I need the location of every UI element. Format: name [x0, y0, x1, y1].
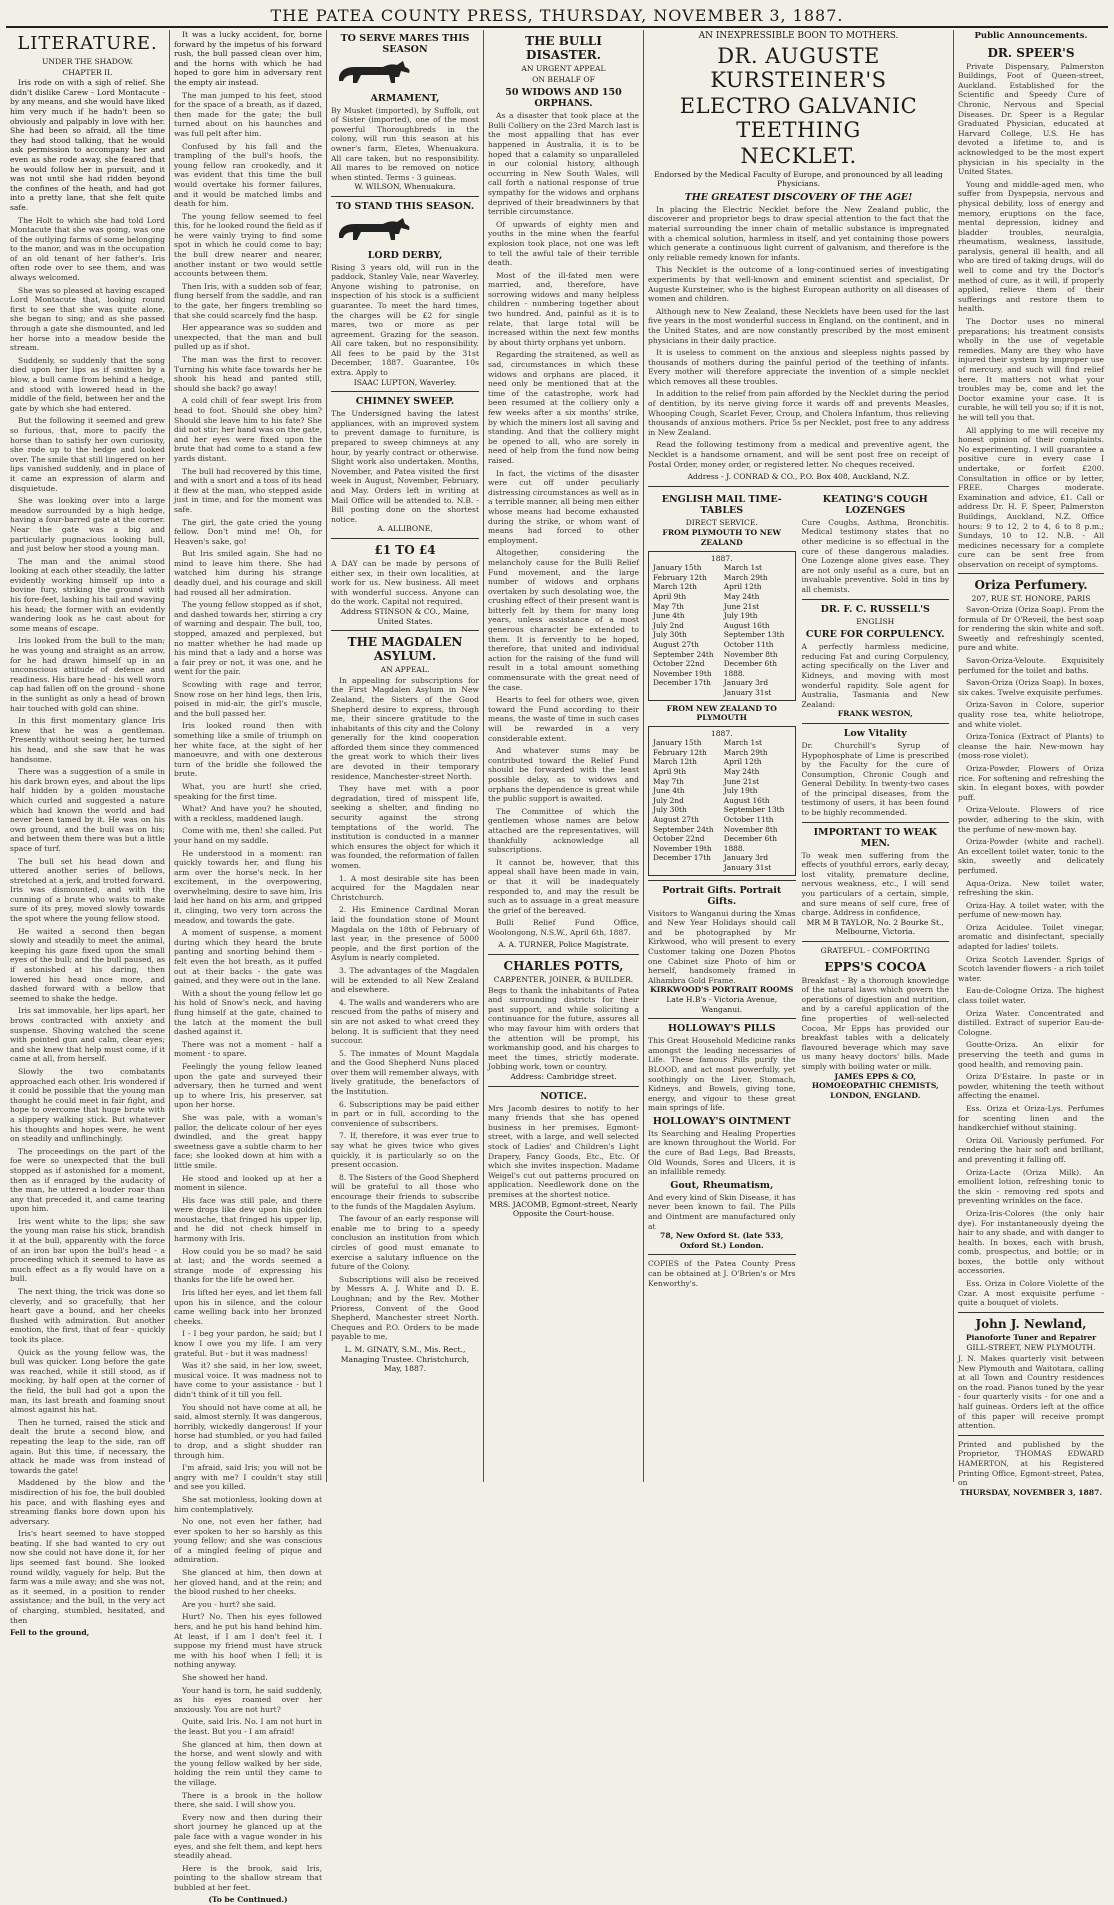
- mail-dates-left: [651, 563, 722, 697]
- mail-sub: DIRECT SERVICE.: [685, 517, 758, 527]
- mail-date: July 30th: [653, 805, 687, 815]
- mail-dates-right: [722, 563, 793, 697]
- divider: [648, 880, 796, 881]
- mail-date: February 12th: [653, 747, 707, 757]
- gout-heading: Gout, Rheumatism,: [670, 1179, 774, 1191]
- mail-date: August 16th: [723, 795, 770, 805]
- column-story-continued: [170, 30, 327, 1905]
- bulli-heading: THE BULLI DISASTER.: [525, 34, 602, 62]
- top-rule: [6, 26, 1108, 28]
- mail-date: September 13th: [723, 630, 785, 640]
- portrait-heading: Portrait Gifts. Portrait Gifts.: [662, 884, 782, 907]
- mail-date: March 1st: [723, 738, 762, 748]
- mail-date: 1888.: [723, 843, 745, 853]
- mail-date: October 22nd: [653, 834, 705, 844]
- mail-date: March 1st: [723, 563, 762, 573]
- lower-left: [648, 491, 796, 1288]
- holloway-address: 78, New Oxford St. (late 533, Oxford St.) London.: [660, 1231, 784, 1250]
- keating-body: Cure Coughs, Asthma, Bronchitis. Medical testimony states that no other medicine is so effectual in the cure of these dangerous maladies. One Lozenge alone gives ease. They are not only useful as a cure, but an invaluable preventive. Sold in tins by all chemists.: [801, 517, 949, 594]
- mail-date: April 12th: [723, 582, 762, 592]
- potts-heading: CHARLES POTTS,: [503, 959, 624, 974]
- divider: [488, 1086, 639, 1087]
- portrait-address: Late H.B's - Victoria Avenue, Wanganui.: [666, 994, 778, 1014]
- magdalen-body: In appealing for subscriptions for the First Magdalen Asylum in New Zealand, the Sisters of the Good Shepherd desire to express, through me, their sincere gratitude to the inhabitants of this city and the Colony generally for the kind cooperation afforded them since they commenced the great work to which their lives are devoted in their temporary residence, Manchester-street North. They have met with a poor degradation, tired of misspent life, seeking a shelter, and finding no security against the strong temptations of the world. The institution is conducted in a manner which ensures the object for which it was founded, the reformation of fallen women. 1. A most desirable site has been acquired for the Magdalen near Christchurch. 2. His Eminence Cardinal Moran laid the foundation stone of Mount Magdala on the 18th of February of last year, in the presence of 5000 people, and the first portion of the Asylum is nearly completed. 3. The advantages of the Magdalen will be extended to all New Zealand and elsewhere. 4. The walls and wanderers who are rescued from the paths of misery and sin are not asked to what creed they belong. It is sufficient that they need succour. 5. The inmates of Mount Magdala and the Good Shepherd Nuns placed over them will remember always, with lively gratitude, the benefactors of the Institution. 6. Subscriptions may be paid either in part or in full, according to the convenience of subscribers. 7. If, therefore, it was ever true to say what he gives twice who gives quickly, it is particularly so on the present occasion. 8. The Sisters of the Good Shepherd will be grateful to all those who encourage their friends to subscribe to the funds of the Magdalen Asylum. The favour of an early response will enable me to bring to a speedy conclusion an institution from which circles of good must emanate to exercise a salutary influence on the future of the Colony. Subscriptions will also be received by Messrs A. J. White and D. E. Loughnan; and by the Rev. Mother Prioress, Convent of the Good Shepherd, Manchester street North. Cheques and P.O. Orders to be made payable to me,: [331, 675, 479, 1342]
- bulli-sub2: ON BEHALF OF: [532, 74, 595, 84]
- necklet-endorsement: Endorsed by the Medical Faculty of Europe, and pronounced by all leading Physicians.: [654, 169, 943, 189]
- holloway-pills-body: This Great Household Medicine ranks amongst the leading necessaries of Life. These famous Pills purify the BLOOD, and act most powerfully, yet soothingly on the Liver, Stomach, Kidneys, and Bowels, giving tone, energy, and vigour to these great main springs of life.: [648, 1036, 796, 1113]
- column-public-announcements: [954, 30, 1108, 1497]
- holloway-ointment-heading: HOLLOWAY'S OINTMENT: [652, 1115, 791, 1127]
- mail-date: May 24th: [723, 767, 760, 777]
- masthead: THE PATEA COUNTY PRESS, THURSDAY, NOVEMBER 3, 1887.: [270, 6, 844, 25]
- story-title: UNDER THE SHADOW.: [42, 57, 133, 66]
- mail-date: 1888.: [723, 668, 745, 678]
- mail-table-2: [648, 726, 796, 876]
- mail-date: June 21st: [723, 601, 760, 611]
- bulli-sub1: AN URGENT APPEAL: [521, 64, 606, 73]
- potts-sub: CARPENTER, JOINER, & BUILDER.: [493, 975, 634, 985]
- weak-men-heading: IMPORTANT TO WEAK MEN.: [813, 826, 937, 849]
- mail-date: July 30th: [653, 630, 687, 640]
- armament-ad-heading: TO SERVE MARES THIS SEASON: [340, 33, 470, 55]
- mail-date: April 9th: [653, 591, 687, 601]
- imprint: Printed and published by the Proprietor, THOMAS EDWARD HAMERTON, at his Registered Printing Office, Egmont-street, Patea, on: [958, 1439, 1104, 1488]
- portrait-studio: KIRKWOOD'S PORTRAIT ROOMS: [650, 985, 794, 995]
- mail-date: July 2nd: [653, 620, 684, 630]
- chimney-sweep-heading: CHIMNEY SWEEP.: [355, 396, 455, 408]
- mail-dates-table-2: [651, 738, 793, 872]
- mail-date: August 27th: [653, 815, 699, 825]
- mail-date: January 15th: [653, 738, 702, 748]
- chapter-label: CHAPTER II.: [62, 67, 113, 77]
- necklet-kicker: AN INEXPRESSIBLE BOON TO MOTHERS.: [698, 31, 899, 41]
- copies-notice: COPIES of the Patea County Press can be obtained at J. O'Brien's or Mrs Kenworthy's.: [648, 1259, 796, 1288]
- chimney-sweep-body: The Undersigned having the latest appliances, with an improved system to prevent damage to furniture, is prepared to sweep chimneys at any hour, by yearly contract or otherwise. Slight work also undertaken. Months, November, and Patea visited the first week in August, November, February, and May. Orders left in writing at Mail Office will be attended to. N.B. - Bill posting done on the shortest notice.: [331, 409, 479, 524]
- work-ad-price: £1 TO £4: [374, 542, 436, 557]
- divider: [802, 941, 950, 942]
- divider: [802, 723, 950, 724]
- low-vitality-heading: Low Vitality: [843, 727, 907, 739]
- newland-heading: John J. Newland,: [975, 1316, 1087, 1331]
- mail-date: January 3rd: [723, 853, 769, 863]
- mail-heading: ENGLISH MAIL TIME-TABLES: [661, 493, 782, 516]
- mail-date: March 29th: [723, 572, 768, 582]
- mail-date: October 11th: [723, 639, 774, 649]
- chimney-sweep-signature: A. ALLIBONE,: [377, 524, 433, 534]
- mail-year-2: 1887.: [710, 728, 733, 738]
- divider: [331, 538, 479, 539]
- mail-date: July 19th: [723, 786, 758, 796]
- bulli-body: As a disaster that took place at the Bulli Colliery on the 23rd March last is the most appalling that has ever happened in Australia, it is to be hoped that a calamity so unparalleled in our colonial history, although occurring in New South Wales, will call forth a national response of true sympathy for the widows and orphans deprived of their breadwinners by that terrible circumstance. Of upwards of eighty men and youths in the mine when the fearful explosion took place, not one was left to tell the awful tale of their terrible death. Most of the ill-fated men were married, and, therefore, have sorrowing widows and many helpless children - numbering together about two hundred. And, painful as it is to relate, that large total will be increased within the next few months by about thirty orphans yet unborn. Regarding the straitened, as well as sad, circumstances in which these widows and orphans are placed, it need only be mentioned that at the time of the catastrophe, work had been resumed at the colliery only a few weeks after a six months' strike, by which the miners lost all saving and standing. And that the colliery might be opened to all, who are sorely in need of help from the fund now being raised. In fact, the victims of the disaster were cut off under peculiarly distressing circumstances as well as in a terrible manner, all being men either whose means had become exhausted during the strike, or whom want of means had forced to other employment. Altogether, considering the melancholy cause for the Bulli Relief Fund movement, and the large number of widows and orphans overtaken by such desolating woe, the crushing effect of their present want is bitterly felt by them for many long years, unless assistance of a most generous character be extended to them. It is fervently to be hoped, therefore, that united and individual action for the raising of the fund will result in a total amount something commensurate with the great need of the case. Hearts to feel for others woe, given toward the Fund according to their means, the waste of time in such cases will be rewarded in a very considerable extent. And whatever sums may be contributed toward the Relief Fund should be forwarded with the least possible delay, as to widows and orphans the dependence is great while the public support is awaited. The Committee of which the gentlemen whose names are below attached are the representatives, will thankfully acknowledge all subscriptions. It cannot be, however, that this appeal shall have been made in vain, or that it will be inadequately responded to, and may the result be such as to assuage in a great measure the grief of the bereaved. Bulli Relief Fund Office, Woolongong, N.S.W., April 6th, 1887.: [488, 111, 639, 937]
- mail-date: December 6th: [723, 834, 777, 844]
- armament-horse-name: ARMAMENT,: [370, 92, 440, 104]
- speer-heading: DR. SPEER'S: [987, 45, 1075, 60]
- mail-date: March 29th: [723, 747, 768, 757]
- necklet-body: In placing the Electric Necklet before the New Zealand public, the discoverer and proprietor begs to draw special attention to the fact that the material surrounding the inner chain of metallic substance is impregnated with a chemical solution, harmless in itself, and yet containing those powers which generate a continuous light current of galvanism, and therefore is the only reliable remedy known for infants. This Necklet is the outcome of a long-continued series of investigating experiments by that well-known and eminent scientist and specialist, Dr Auguste Kursteiner, who is the highest European authority on all diseases of women and children. Although new to New Zealand, these Necklets have been used for the last five years in the most wonderful success in England, on the continent, and in the United States, and are now constantly prescribed by the most eminent physicians in their daily practice. It is useless to comment on the anxious and sleepless nights passed by thousands of mothers during the painful period of the teething of infants. Every mother will therefore appreciate the invention of a simple necklet which removes all these troubles. In addition to the relief from pain afforded by the Necklet during the period of dentition, by its nerve giving force it wards off and prevents Measles, Whooping Cough, Scarlet Fever, Croup, and Cholera Infantum, thus relieving thousands of anxious mothers. Price 5s per Necklet, post free to any address in New Zealand. Read the following testimony from a medical and preventive agent, the Necklet is a handsome ornament, and will be sent post free on receipt of Postal Order, money order, or registered letter. No cheques received.: [648, 204, 949, 469]
- mail-date: March 12th: [653, 582, 697, 592]
- mail-date: May 7th: [653, 776, 684, 786]
- newland-address: GILL-STREET, NEW PLYMOUTH.: [966, 1343, 1096, 1353]
- mail-date: January 31st: [723, 863, 772, 872]
- gout-body: And every kind of Skin Disease, it has never been known to fail. The Pills and Ointment are manufactured only at: [648, 1192, 796, 1231]
- mail-date: September 24th: [653, 824, 714, 834]
- mail-date: October 22nd: [653, 659, 705, 669]
- column-bulli: [484, 30, 644, 1482]
- mail-date: June 4th: [653, 611, 685, 621]
- mail-date: April 9th: [653, 767, 687, 777]
- bulli-sub3: 50 WIDOWS AND 150 ORPHANS.: [505, 87, 622, 110]
- column-advertisements: [327, 30, 484, 1482]
- portrait-body: Visitors to Wanganui during the Xmas and New Year Holidays should call and be photographed by Mr Kirkwood, who will present to every Customer taking one Dozen Photos one Cabinet size Photo of him or herself, handsomely framed in Alhambra Gold Frame.: [648, 908, 796, 985]
- story-body: The Holt to which she had told Lord Montacute that she was going, was one of the outlying farms of some belonging to the manor, and was in the occupation of an old tenant of her father's. Iris often rode over to see them, and was always welcomed. She was so pleased at having escaped Lord Montacute that, looking round first to see that she was quite alone, she began to sing; and as she passed through a gate she dismounted, and led her horse into a meadow beside the stream. Suddenly, so suddenly that the song died upon her lips as if smitten by a blow, a bull came from behind a hedge, and stood with lowered head in the middle of the field, between her and the gate by which she had entered. But the following it seemed and grew so furious, that, more to pacify the horse than to satisfy her own curiosity, she rode up to the hedge and looked over. The smile that still lingered on her lips vanished suddenly, and in place of it came an expression of alarm and disquietude. She was looking over into a large meadow surrounded by a high hedge, having a four-barred gate at the corner. Near the gate was a big and particularly pugnacious looking bull, and just below her stood a young man. The man and the animal stood looking at each other steadily, the latter evidently working himself up into a bovine fury, striking the ground with his fore-feet, lashing his tail and waving his head; the former with an evidently wandering look as he cast about for some means of escape. Iris looked from the bull to the man; he was young and straight as an arrow, for he had drawn himself up in an unconscious attitude of defence and readiness. His bare head - his well worn cap had fallen off on the ground - shone in the sunlight as only a head of brown hair touched with gold can shine. In this first momentary glance Iris knew that he was a gentleman. Presently without seeing her, he turned his head, and she saw that he was handsome. There was a suggestion of a smile in his dark brown eyes, and about the lips half hidden by a golden moustache which curled and suggested a nature which had known the world and had never been tamed by it. He was on his own ground, and the bull was on his; and between them there was but a little space of turf. The bull set his head down and uttered another series of bellows, stretched at a jerk, and trotted forward. Iris was dismounted, and with the cunning of a brute who waits to make sure of its prey, moved slowly towards the spot where the young fellow stood. He waited a second then began slowly and steadily to meet the animal, keeping his gaze fixed upon the small eyes of the bull; and the bull paused, as if astonished at his daring, then lowered his head once more, and dashed forward with a bellow that seemed to shake the hedge. Iris sat immovable, her lips apart, her brows contracted with anxiety and suspense. Shoving watched the scene with pointed gun and calm, clear eyes; and she knew that help must come, if it came at all, from herself. Slowly the two combatants approached each other. Iris wondered if it could be possible that the young man thought he could meet in fair fight, and hope to overcome that huge brute with a slippery walking stick. But whatever his thoughts and hopes were, he went on steadily and unflinchingly. The proceedings on the part of the foe were so unexpected that the bull stopped as if astonished for a moment, then as if enraged by the audacity of the man, he uttered a louder roar than any that preceded it, and came tearing upon him. Iris went white to the lips; she saw the young man raise his stick, brandish it at the bull, apparently with the force of an iron bar upon the bull's head - a proceeding which it seemed to have as much effect as a fly would have on a bull. The next thing, the trick was done so cleverly, and so gracefully, that her heart gave a bound, and her cheeks flushed with admiration. But another emotion, the first, that of fear - quickly took its place. Quick as the young fellow was, the bull was quicker. Long before the gate was reached, while it still stood, as if mocking, by half open at the corner of the field, the bull had got a upon the man, its last breath and foaming snout almost against his hat. Then he turned, raised the stick and dealt the brute a second blow, and repeating the leap to the side, ran off again. But this time, if necessary, the attack he made was from instead of towards the gate! Maddened by the blow and the misdirection of his foe, the bull doubled his pace, and with flashing eyes and streaming flanks bore down upon his adversary. Iris's heart seemed to have stopped beating. If she had wanted to cry out now she could not have done it, for her lips seemed fast bound. She looked round wildly, vaguely for help. But the farm was a mile away; and she was not, as it seemed, in a position to render assistance; and the bull, in the very act of charging, stumbled, hesitated, and then: [10, 215, 165, 1625]
- magdalen-sub: AN APPEAL.: [380, 665, 430, 675]
- mail-date: September 24th: [653, 649, 714, 659]
- column-literature: [6, 30, 170, 1638]
- magdalen-signature: L. M. GINATY, S.M., Mis. Rect., Managing Trustee. Christchurch, May, 1887.: [340, 1344, 470, 1374]
- lord-derby-signature: ISAAC LUPTON, Waverley.: [353, 377, 457, 387]
- russell-body: A perfectly harmless medicine, reducing Fat and curing Corpulency, acting specifically on the Liver and Kidneys, and moving with most wonderful rapidity. Sole agent for Australia, Tasmania and New Zealand:: [801, 642, 949, 709]
- magdalen-heading: THE MAGDALEN ASYLUM.: [347, 635, 463, 664]
- newland-body: J. N. Makes quarterly visit between New Plymouth and Waitotara, calling at all Town and Country residences on the road. Pianos tuned by the year - four quarterly visits - for one and a half guineas. Orders left at the office of this paper will receive prompt attention.: [958, 1354, 1104, 1431]
- keating-heading: KEATING'S COUGH LOZENGES: [822, 493, 928, 516]
- armament-body: By Musket (imported), by Suffolk, out of Sister (imported), one of the most powerful Thoroughbreds in the colony, will run this season at his owner's farm, Eletes, Whenuakura. All care taken, but no responsibility. All mares to be removed on notice when stinted. Terms - 3 guineas.: [331, 105, 479, 182]
- mail-date: January 31st: [723, 687, 772, 697]
- story-col2-body: The man jumped to his feet, stood for the space of a breath, as if dazed, then made for the gate; the bull turned about on his haunches and was full pelt after him. Confused by his fall and the trampling of the bull's hoofs, the young fellow ran crookedly, and it was evident that this time the bull would overtake his former failures, and it would be matched limbs and death for him. The young fellow seemed to feel this, for he looked round the field as if he were vainly trying to find some spot in which he could come to bay; the bull drew nearer and nearer, another instant or two would settle accounts between them. Then Iris, with a sudden sob of fear, flung herself from the saddle, and ran to the gate, her fingers trembling so that she could scarcely find the hasp. Her appearance was so sudden and unexpected, that the man and bull pulled up as if shot. The man was the first to recover. Turning his white face towards her he shook his head and panted still, should she back? go away! A cold chill of fear swept Iris from head to foot. Should she obey him? Should she leave him to his fate? She did not stir; her hand was on the gate, and her eyes were fixed upon the brute that had come to a stand a few yards distant. The bull had recovered by this time, and with a snort and a toss of its head it flew at the man, who stepped aside just in time, and for the moment was safe. The girl, the gate cried the young fellow. Don't mind me! Oh, for Heaven's sake, go! But Iris smiled again. She had no mind to leave him there. She had watched him during his strange deadly duel, and his courage and skill had roused all her admiration. The young fellow stopped as if shot, and dashed towards her, stirring a cry of warning and despair. The bull, too, stopped, amazed and perplexed, but no matter whether he had made up his mind that a lady and a horse was a fair prey or not, it was one, and he went for the pair. Scowling with rage and terror, Snow rose on her hind legs, then Iris, poised in mid-air, the girl's muscle, and the bull passed her. Iris looked round then with something like a smile of triumph on her white face, at the sight of her manoeuvre, and with one dexterous turn of the bridle she followed the brute. What, you are hurt! she cried, speaking for the first time. What? And have you? he shouted, with a reckless, maddened laugh. Come with me, then! she called. Put your hand on my saddle. He understood in a moment: ran quickly towards her, and flung his arm over the horse's neck. In her excitement, in the overpowering, overwhelming, desire to save him, Iris laid her hand on his arm, and gripped it, clinging, two very torn across the meadow, and towards the gate. A moment of suspense, a moment during which they heard the brute panting and snorting behind them - felt even the hot breath, as it puffed out at their backs - the gate was gained, and they were out in the lane. With a shout the young fellow let go his hold of Snow's neck, and having flung himself at the gate, chained to the latch at the moment the bull dashed against it. There was not a moment - half a moment - to spare. Feelingly the young fellow leaned upon the gate and surveyed their adversary, then he turned and went up to where Iris, his preserver, sat upon her horse. She was pale, with a woman's pallor, the delicate colour of her eyes dwindled, and the great happy sweetness gave a subtle charm to her face; she looked down at him with a little smile. He stood and looked up at her a moment in silence. His face was still pale, and there were drops like dew upon his golden moustache, that fringed his upper lip, and he did not check himself in harmony with Iris. How could you be so mad? he said at last; and the words seemed a strange mode of expressing his thanks for the life he owed her. Iris lifted her eyes, and let them fall upon his in silence, and the colour came welling back into her bronzed cheeks. I - I beg your pardon, he said; but I know I owe you my life. I am very grateful. But - but it was madness! Was it? she said, in her low, sweet, musical voice. It was madness not to have come to your assistance - but I didn't think of it till you fell. You should not have come at all, he said, almost sternly. It was dangerous, horribly, wickedly dangerous! If your horse had stumbled, or you had failed to drop, and a slight shudder ran through him. I'm afraid, said Iris; you will not be angry with me? I couldn't stay still and see you killed. She sat motionless, looking down at him contemplatively. No one, not even her father, had ever spoken to her so harshly as this young fellow; and she was conscious of a mingled feeling of pique and admiration. She glanced at him, then down at her gloved hand, and at the rein; and the blood rushed to her cheeks. Are you - hurt? she said. Hurt? No. Then his eyes followed hers, and he put his hand behind him. At least, if I am I don't feel it. I suppose my friend must have struck me with his hoof when I fell; it is nothing anyway. She showed her hand. Your hand is torn, he said suddenly, as his eyes roamed over her anxiously. You are not hurt? Quite, said Iris. No. I am not hurt in the least. But you - I am afraid! She glanced at him, then down at the horse, and went slowly and with the young fellow walked by her side, holding the rein until they came to the village. There is a brook in the hollow there, she said. I will show you. Every now and then during their short journey he glanced up at the pale face with a vague wonder in his eyes, and she felt them, and kept hers steadily ahead. Here is the brook, said Iris, pointing to the shallow stream that bubbled at her feet.: [174, 90, 322, 1892]
- divider: [648, 1254, 796, 1255]
- mail-date: September 13th: [723, 805, 785, 815]
- epps-signature: JAMES EPPS & CO, HOMOEOPATHIC CHEMISTS, LONDON, ENGLAND.: [811, 1071, 939, 1100]
- mail-date: January 15th: [653, 563, 702, 573]
- page-columns: [6, 30, 1108, 1905]
- story-opening: Iris rode on with a sigh of relief. She didn't dislike Carew - Lord Montacute - by any means, and she would have liked him very much if he hadn't been so obviously and palpably in love with her. She had been so afraid, all the time they had stood talking, that he would ask permission to accompany her and even as she rode away, she feared that he would follow her in pursuit, and it was not until she had ridden beyond the confines of the heath, and had got into a pretty lane, that she felt quite safe.: [10, 78, 166, 212]
- public-announcements-heading: Public Announcements.: [974, 31, 1088, 41]
- mail-date: November 19th: [653, 668, 712, 678]
- mail-date: February 12th: [653, 572, 707, 582]
- divider: [648, 1018, 796, 1019]
- newland-sub: Pianoforte Tuner and Repairer: [965, 1332, 1097, 1342]
- notice-body: Mrs Jacomb desires to notify to her many friends that she has opened business in her premises, Egmont-street, with a large, and well selected stock of Ladies' and Children's Light Drapery, Fancy Goods, Etc., Etc. Of which she invites inspection. Madame Weigel's cut out patterns procured on application. Needlework done on the premises at the shortest notice.: [488, 1103, 639, 1199]
- epps-heading: EPPS'S COCOA: [824, 959, 927, 974]
- mail-date: July 2nd: [653, 795, 684, 805]
- lord-derby-heading: TO STAND THIS SEASON.: [335, 200, 475, 212]
- speer-body: Private Dispensary, Palmerston Buildings, Foot of Queen-street, Auckland. Established for the Scientific and Speedy Cure of Chronic, Nervous and Special Diseases. Dr. Speer is a Regular Graduated Physician, educated at Harvard College, U.S. He has devoted a lifetime to, and is acknowledged to be the most expert physician in his specialty in the United States. Young and middle-aged men, who suffer from Dyspepsia, nervous and physical debility, loss of energy and memory, eruptions on the face, mental depression, kidney and bladder troubles, neuralgia, rheumatism, weakness, lassitude, paralysis, general ill health, and all who are tired of taking drugs, will do well to come and try the Doctor's method of cure, as it will, if properly applied, relieve them of their sufferings and restore them to health. The Doctor uses no mineral preparations; his treatment consists wholly in the use of vegetable remedies. Many are they who have injured their system by improper use of mercury, and such will find relief here. It matters not what your troubles may be, come and let the Doctor examine your case. It is curable, he will tell you so; if it is not, he will tell you that. All applying to me will receive my honest opinion of their complaints. No experimenting. I will guarantee a positive cure in every case I undertake, or forfeit £200. Consultation in office or by letter, FREE. Charges moderate. Examination and advice, £1. Call or address Dr. H. F. Speer, Palmerston Buildings, Auckland, N.Z. Office hours: 9 to 12, 2 to 4, 6 to 8 p.m.; Sundays, 10 to 12. N.B. - All medicines necessary for a complete cure can be sent free from observation on receipt of symptoms.: [958, 61, 1104, 569]
- russell-heading-2: ENGLISH: [856, 616, 895, 626]
- necklet-address: Address - J. CONRAD & CO., P.O. Box 408, Auckland, N.Z.: [687, 472, 910, 482]
- russell-heading-3: CURE FOR CORPULENCY.: [805, 629, 945, 641]
- lower-right: [802, 491, 950, 1288]
- taylor-signature: MR M B TAYLOR, No. 2 Bourke St., Melbourne, Victoria.: [806, 917, 944, 937]
- mail-route-2: FROM NEW ZEALAND TO PLYMOUTH: [666, 703, 777, 723]
- divider: [488, 954, 639, 955]
- oriza-heading: Oriza Perfumery.: [974, 578, 1088, 593]
- epps-body: Breakfast - By a thorough knowledge of the natural laws which govern the operations of digestion and nutrition, and by a careful application of the fine properties of well-selected Cocoa, Mr Epps has provided our breakfast tables with a delicately flavoured beverage which may save us many heavy doctors' bills. Made simply with boiling water or milk.: [801, 975, 949, 1071]
- mail-date: April 12th: [723, 757, 762, 767]
- russell-agent: FRANK WESTON,: [837, 709, 913, 719]
- oriza-body: Savon-Oriza (Oriza Soap). From the formula of Dr O'Reveil, the best soap for rendering the skin white and soft. Sweetly and refreshingly scented, pure and white. Savon-Oriza-Veloute. Exquisitely perfumed for the toilet and baths. Savon-Oriza (Oriza Soap). In boxes, six cakes. Twelve exquisite perfumes. Oriza-Savon in Colore, superior quality rose tea, white heliotrope, and white violet. Oriza-Tonica (Extract of Plants) to cleanse the hair. New-mown hay (moss-rose violet). Oriza-Powder, Flowers of Oriza rice. For softening and refreshing the skin. In elegant boxes, with powder puff. Oriza-Veloute. Flowers of rice powder, adhering to the skin, with the perfume of new-mown hay. Oriza-Powder (white and rachel). An excellent toilet water, tonic to the skin, sweetly and delicately perfumed. Aqua-Oriza. New toilet water, refreshing the skin. Oriza-Hay. A toilet water, with the perfume of new-mown hay. Oriza Acidulee. Toilet vinegar, aromatic and disinfectant, specially adapted for ladies' toilets. Oriza Scotch Lavender. Sprigs of Scotch lavender flowers - a rich toilet water. Eau-de-Cologne Oriza. The highest class toilet water. Oriza Water. Concentrated and distilled. Extract of superior Eau-de-Cologne. Goutte-Oriza. An elixir for preserving the teeth and gums in good health, and removing pain. Oriza D'Estaire. In paste or in powder, whitening the teeth without affecting the enamel. Ess. Oriza et Oriza-Lys. Perfumes for scenting linen and the handkerchief without staining. Oriza Oil. Variously perfumed. For rendering the hair soft and brilliant, and preventing it falling off. Oriza-Lacte (Oriza Milk). An emollient lotion, refreshing tonic to the skin - removing red spots and preventing wrinkles on the face. Oriza-Iris-Colores (the only hair dye). For instantaneously dyeing the hair to any shade, and with danger to health. In boxes, each with brush, comb, prospectus, and bottle; or in boxes, the bottle only without accessories. Ess. Oriza in Colore Violette of the Czar. A most exquisite perfume - quite a bouquet of violets.: [958, 605, 1104, 1308]
- notice-heading: NOTICE.: [540, 1090, 587, 1102]
- mail-date: January 3rd: [723, 678, 769, 688]
- notice-signature: MRS. JACOMB, Egmont-street, Nearly Opposite the Court-house.: [489, 1199, 638, 1219]
- mail-date: October 11th: [723, 815, 774, 825]
- epps-kicker: GRATEFUL - COMFORTING: [820, 946, 930, 955]
- necklet-title-1: DR. AUGUSTE KURSTEINER'S: [710, 43, 887, 92]
- divider: [648, 486, 949, 487]
- mail-date: August 16th: [723, 620, 770, 630]
- russell-heading-1: DR. F. C. RUSSELL'S: [820, 603, 930, 615]
- holloway-pills-heading: HOLLOWAY'S PILLS: [667, 1023, 776, 1035]
- literature-heading: LITERATURE.: [17, 33, 158, 54]
- horse-icon: [331, 216, 421, 242]
- necklet-title-2: ELECTRO GALVANIC TEETHING: [679, 93, 918, 142]
- oriza-address: 207, RUE ST. HONORE, PARIS: [971, 594, 1091, 604]
- divider: [802, 599, 950, 600]
- lord-derby-body: Rising 3 years old, will run in the paddock, Stanley Vale, near Waverley. Anyone wishing to patronise, on inspection of his stock is a sufficient guarantee. To meet the hard times, the charges will be £2 for single mares, two or more as per agreement. Grazing for the season. All care taken, but no responsibility. All fees to be paid by the 31st December, 1887. Guarantee, 10s extra. Apply to: [331, 262, 479, 378]
- low-vitality-body: Dr. Churchill's Syrup of Hypophosphate of Lime is prescribed by the Faculty for the cure of Consumption, Chronic Cough and General Debility. In twenty-two cases of the principal diseases, from the testimony of users, it has been found to be highly recommended.: [801, 740, 949, 818]
- horse-icon: [331, 59, 421, 85]
- divider: [331, 196, 479, 197]
- mail-date: June 4th: [653, 786, 685, 796]
- holloway-ointment-body: Its Searching and Healing Properties are known throughout the World. For the cure of Bad Legs, Bad Breasts, Old Wounds, Sores and Ulcers, it is an infallible remedy.: [648, 1128, 796, 1177]
- lord-derby-name: LORD DERBY,: [367, 249, 443, 261]
- mail-route-1: FROM PLYMOUTH TO NEW ZEALAND: [662, 528, 782, 547]
- divider: [802, 822, 950, 823]
- mail-dates-left-2: [651, 738, 722, 872]
- story-col2-opening: It was a lucky accident, for, borne forward by the impetus of his forward rush, the bull passed clean over him, and the horns with which he had hoped to gore him in adversary rent the empty air instead.: [174, 30, 322, 87]
- mail-date: November 19th: [653, 843, 712, 853]
- divider: [958, 573, 1104, 574]
- mail-date: March 12th: [653, 757, 697, 767]
- column-medical-ads: [644, 30, 954, 1482]
- divider: [331, 630, 479, 631]
- necklet-tagline: THE GREATEST DISCOVERY OF THE AGE!: [684, 191, 913, 203]
- story-closing: Fell to the ground,: [10, 1628, 90, 1638]
- mail-date: December 6th: [723, 659, 777, 669]
- work-ad-body: A DAY can be made by persons of either sex, in their own localities, at work for us. New business. All meet with wonderful success. Anyone can do the work. Capital not required.: [331, 558, 479, 607]
- armament-signature: W. WILSON, Whenuakura.: [354, 182, 456, 192]
- mail-date: July 19th: [723, 611, 758, 621]
- work-ad-signature: Address STINSON & CO., Maine, United States.: [340, 606, 470, 626]
- mail-date: December 17th: [653, 853, 711, 863]
- mail-table-1: [648, 551, 796, 701]
- mail-date: May 7th: [653, 601, 684, 611]
- lower-two-columns: [648, 491, 949, 1288]
- bulli-signature: A. A. TURNER, Police Magistrate.: [498, 940, 629, 950]
- weak-men-body: To weak men suffering from the effects of youthful errors, early decay, lost vitality, premature decline, nervous weakness, etc., I will send you particulars of a certain, simple, and sure means of self cure, free of charge. Address in confidence,: [801, 850, 949, 918]
- mail-date: June 21st: [723, 776, 760, 786]
- story-to-be-continued: (To be Continued.): [208, 1895, 288, 1905]
- mail-date: August 27th: [653, 639, 699, 649]
- divider: [331, 391, 479, 392]
- mail-date: November 8th: [723, 649, 778, 659]
- necklet-title-3: NECKLET.: [740, 143, 857, 168]
- divider: [958, 1435, 1104, 1436]
- mail-date: December 17th: [653, 678, 711, 688]
- potts-body: Begs to thank the inhabitants of Patea and surrounding districts for their past support, and while soliciting a continuance for the future, assures all who may favour him with orders that the attention will be prompt, his workmanship good, and his charges to meet the times, strictly moderate. Jobbing work, town or country.: [488, 985, 639, 1072]
- mail-date: November 8th: [723, 824, 778, 834]
- mail-date: May 24th: [723, 591, 760, 601]
- mail-dates-table: [651, 563, 793, 697]
- mail-dates-right-2: [722, 738, 793, 872]
- potts-address: Address: Cambridge street.: [510, 1072, 617, 1081]
- mail-year: 1887.: [710, 553, 733, 563]
- imprint-date: THURSDAY, NOVEMBER 3, 1887.: [959, 1487, 1103, 1497]
- divider: [958, 1312, 1104, 1313]
